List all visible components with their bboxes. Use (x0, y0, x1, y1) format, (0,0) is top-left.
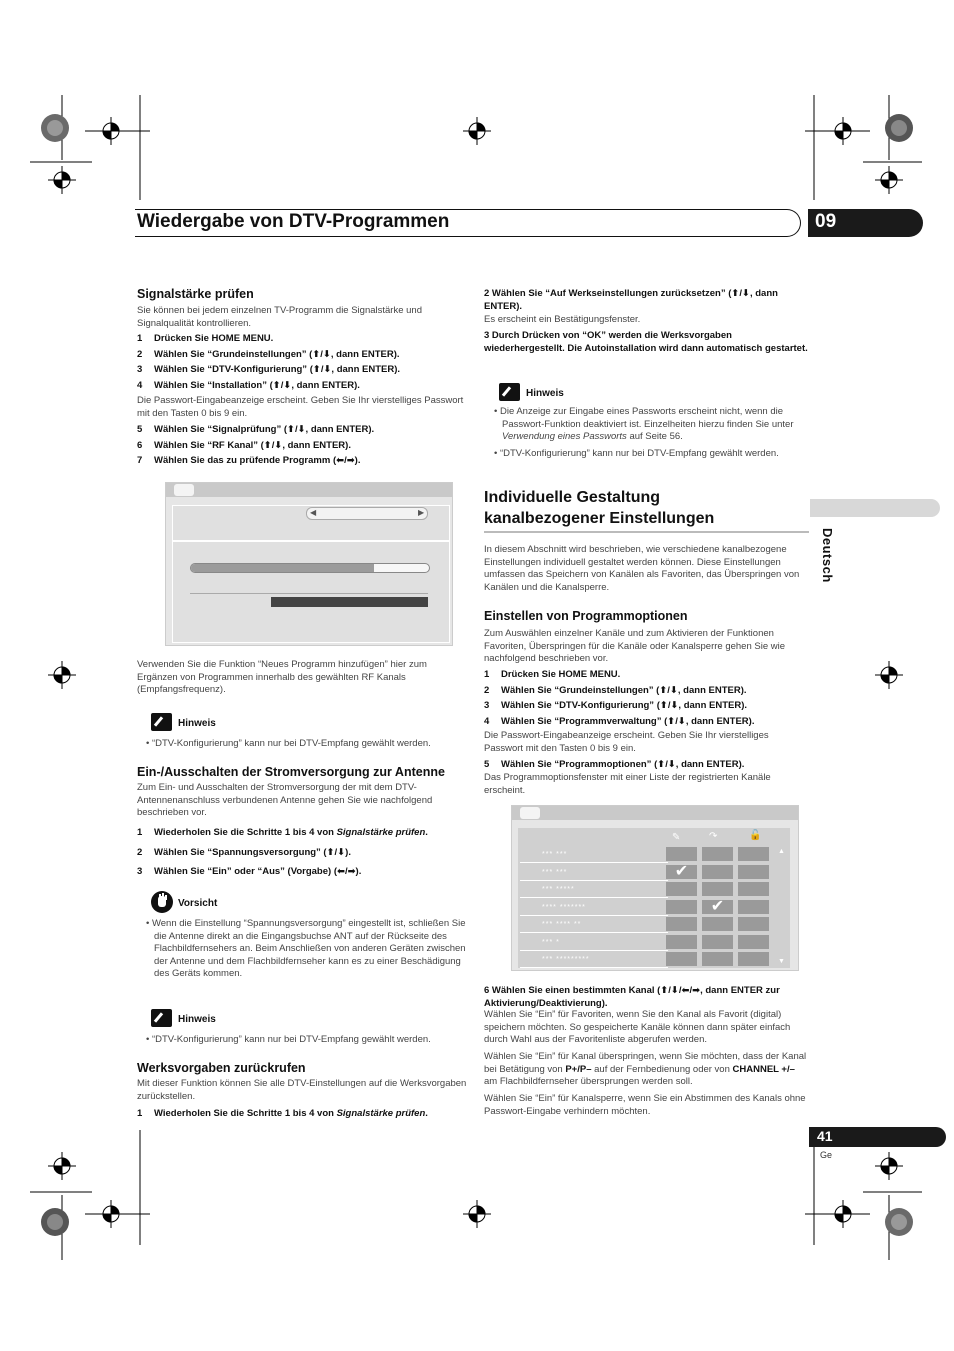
antenna-step-3 (137, 866, 467, 879)
step-number: 1 (137, 827, 143, 838)
progopt-step-5 (484, 759, 809, 772)
step-number: 4 (484, 715, 490, 727)
signal-password-text: Die Passwort-Eingabeanzeige erscheint. Geben Sie Ihr vierstelliges Passwort mit den Tasten 0 bis 9 ein. (137, 395, 464, 419)
step-text: Wählen Sie “Signalprüfung” (⬆/⬇, dann ENTER). (154, 424, 375, 435)
custom-intro: In diesem Abschnitt wird beschrieben, wie verschiedene kanalbezogene Einstellungen individuell gestaltet werden können. Diese Einstellungen umfassen das Speichern von Kanälen als Favoriten, das Überspringen von Kanälen und die Kanalsperre. (484, 544, 800, 593)
step-text: Wählen Sie “Programmoptionen” (⬆/⬇, dann ENTER). (501, 759, 745, 770)
step-end: . (425, 1108, 428, 1119)
skip-text-c: auf der Fernbedienung oder von (591, 1063, 733, 1075)
screen-header (512, 806, 798, 820)
section-title-antenna: Ein-/Ausschalten der Stromversorgung zur Antenne (137, 765, 445, 779)
signal-after-text: Verwenden Sie die Funktion “Neues Programm hinzufügen” hier zum Ergänzen von Programmen innerhalb des gewählten RF Kanals (Empfangsfrequenz). (137, 659, 427, 696)
section-title-factory: Werksvorgaben zurückrufen (137, 1061, 306, 1075)
step-text: Wählen Sie “Ein” oder “Aus” (Vorgabe) (⬅/➡). (154, 866, 362, 877)
progopt-password-text: Die Passwort-Eingabeanzeige erscheint. Geben Sie Ihr vierstelliges Passwort mit den Tasten 0 bis 9 ein. (484, 730, 769, 754)
language-label: Deutsch (820, 528, 835, 583)
option-cell[interactable] (702, 952, 733, 966)
channel-name[interactable]: *** *** (542, 868, 568, 876)
channel-name[interactable]: *** **** ** (542, 921, 582, 928)
signal-level-fill (191, 564, 374, 572)
step-text: Wählen Sie “Programmverwaltung” (⬆/⬇, dann ENTER). (501, 715, 755, 727)
section-title-custom (484, 487, 714, 529)
step-text: Wählen Sie “Installation” (⬆/⬇, dann ENTER). (154, 379, 360, 391)
factory-note-2: • “DTV-Konfigurierung” kann nur bei DTV-Empfang gewählt werden. (494, 448, 779, 459)
section-title-signal: Signalstärke prüfen (137, 287, 254, 301)
channel-name[interactable]: *** *** (542, 851, 568, 858)
menu-icon (520, 807, 540, 819)
option-cell[interactable] (738, 865, 769, 879)
antenna-step-2 (137, 847, 467, 860)
option-cell[interactable] (738, 900, 769, 914)
option-cell[interactable] (738, 935, 769, 949)
menu-icon (174, 484, 194, 496)
note-label: Hinweis (526, 388, 564, 399)
caution-text: Wenn die Einstellung “Spannungsversorgung” eingestellt ist, schließen Sie die Antenne direkt an die Eingangsbuchse ANT auf der Rückseite des Flachbildfernsehers an. Beim Anschließen von anderen Geräten zwischen der Antenne und dem Flachbildfernseher kann es zu einer Beschädigung des Geräts kommen. (151, 918, 466, 980)
factory-note-1: • Die Anzeige zur Eingabe eines Passworts erscheint nicht, wenn die Passwort-Funktion deaktiviert ist. Einzelheiten hierzu finden Sie unter Verwendung eines Passworts auf Seite 56. (494, 406, 794, 443)
step-text: Wählen Sie “Grundeinstellungen” (⬆/⬇, dann ENTER). (154, 348, 400, 360)
channel-name[interactable]: *** ***** (542, 886, 575, 893)
option-cell[interactable] (666, 847, 697, 861)
checkmark-icon: ✔ (710, 897, 725, 915)
step-number: 1 (137, 1108, 143, 1119)
row-divider (520, 967, 668, 968)
step-text: Wählen Sie “DTV-Konfigurierung” (⬆/⬇, dann ENTER). (501, 700, 748, 712)
note-text: Die Anzeige zur Eingabe eines Passworts erscheint nicht, wenn die Passwort-Funktion deaktiviert ist. Einzelheiten hierzu finden Sie unter (499, 406, 794, 430)
row-divider (520, 880, 668, 881)
section-title-progopt: Einstellen von Programmoptionen (484, 609, 688, 623)
progopt-lock-text: Wählen Sie “Ein” für Kanalsperre, wenn Sie ein Abstimmen des Kanals ohne Passwort-Eingabe verhindern möchten. (484, 1093, 806, 1117)
row-divider (520, 862, 668, 863)
step-text: Wählen Sie “DTV-Konfigurierung” (⬆/⬇, dann ENTER). (154, 364, 401, 376)
note-reference: Verwendung eines Passworts (502, 431, 627, 443)
caution-label: Vorsicht (178, 898, 218, 909)
signal-note: • “DTV-Konfigurierung” kann nur bei DTV-Empfang gewählt werden. (146, 738, 431, 749)
progopt-step-6: 6 Wählen Sie einen bestimmten Kanal (⬆/⬇/⬅/➡, dann ENTER zur Aktivierung/Deaktivierung). (484, 985, 780, 1009)
step-text: Wählen Sie “Grundeinstellungen” (⬆/⬇, dann ENTER). (501, 684, 747, 696)
step-text: Wiederholen Sie die Schritte 1 bis 4 von (154, 827, 337, 838)
caution-hand-icon (150, 890, 174, 914)
progopt-step-5-text: Das Programmoptionsfenster mit einer Liste der registrierten Kanäle erscheint. (484, 772, 771, 796)
option-cell[interactable] (738, 847, 769, 861)
channel-name[interactable]: *** ********* (542, 956, 590, 963)
note-text: “DTV-Konfigurierung” kann nur bei DTV-Empfang gewählt werden. (151, 738, 431, 749)
factory-intro: Mit dieser Funktion können Sie alle DTV-Einstellungen auf die Werksvorgaben zurückstellen. (137, 1078, 467, 1102)
option-cell[interactable] (666, 952, 697, 966)
option-cell[interactable] (738, 952, 769, 966)
favorite-column-icon: ✎ (672, 832, 681, 843)
antenna-intro: Zum Ein- und Ausschalten der Stromversorgung der mit dem DTV-Antennenanschluss verbundenen Antenne gehen Sie wie nachfolgend beschrieben vor. (137, 782, 433, 819)
step-number: 1 (484, 669, 490, 680)
step-text: Drücken Sie HOME MENU. (501, 669, 621, 680)
note-icon (151, 1009, 172, 1027)
step-number: 3 (137, 866, 143, 877)
option-cell[interactable] (702, 917, 733, 931)
step-reference: Signalstärke prüfen (336, 827, 426, 838)
option-cell[interactable] (738, 882, 769, 896)
step-number: 2 (137, 348, 143, 360)
step-number: 6 (137, 439, 143, 451)
lock-column-icon: 🔓 (749, 830, 762, 841)
factory-step-1 (137, 1108, 467, 1121)
right-arrow-icon: ▶ (418, 508, 425, 517)
progopt-intro: Zum Auswählen einzelner Kanäle und zum Aktivieren der Funktionen Favoriten, Überspringen für die Kanäle oder Kanalsperre gehen Sie wie nachfolgend beschrieben vor. (484, 628, 786, 665)
step-reference: Signalstärke prüfen (336, 1108, 426, 1119)
signal-check-screen (165, 482, 453, 646)
note-text-end: auf Seite 56. (626, 431, 683, 443)
step-number: 5 (484, 759, 490, 770)
row-divider (520, 915, 668, 916)
note-label: Hinweis (178, 1014, 216, 1025)
left-arrow-icon: ◀ (310, 508, 317, 517)
step-number: 7 (137, 455, 143, 467)
option-cell[interactable] (738, 917, 769, 931)
program-options-screen (511, 805, 799, 971)
row-divider (520, 932, 668, 933)
step-text: Wählen Sie “RF Kanal” (⬆/⬇, dann ENTER). (154, 439, 351, 451)
step-number: 2 (137, 847, 143, 858)
option-cell[interactable] (666, 917, 697, 931)
step-number: 3 (137, 364, 143, 376)
option-cell[interactable] (702, 935, 733, 949)
note-text: “DTV-Konfigurierung” kann nur bei DTV-Empfang gewählt werden. (499, 448, 779, 459)
page-lang-code: Ge (820, 1150, 833, 1160)
screen-header (166, 483, 452, 497)
option-cell[interactable] (666, 935, 697, 949)
step-text: Drücken Sie HOME MENU. (154, 333, 274, 344)
skip-text-a: Wählen Sie “Ein” für Kanal überspringen, wenn Sie möchten, dass der Kanal bei Betätigung von (484, 1051, 807, 1075)
signal-steps-a (137, 333, 467, 392)
skip-text-d: am Flachbildfernseher übersprungen werden soll. (484, 1076, 693, 1088)
note-label: Hinweis (178, 718, 216, 729)
channel-name[interactable]: **** ******* (542, 903, 586, 911)
option-cell[interactable] (702, 865, 733, 879)
factory-step-3: 3 Durch Drücken von “OK” werden die Werksvorgaben wiederhergestellt. Die Autoinstallation wird dann automatisch gestartet. (484, 330, 808, 354)
page-number: 41 (817, 1128, 833, 1144)
signal-intro: Sie können bei jedem einzelnen TV-Programm die Signalstärke und Signalqualität kontrollieren. (137, 305, 422, 329)
section-rule (484, 531, 809, 533)
note-text: “DTV-Konfigurierung” kann nur bei DTV-Empfang gewählt werden. (151, 1034, 431, 1045)
row-divider (520, 897, 668, 898)
option-cell[interactable] (702, 847, 733, 861)
progopt-favorites-text: Wählen Sie “Ein” für Favoriten, wenn Sie den Kanal als Favorit (digital) speichern möchten. So gespeicherte Kanäle können dann später einfach durch Wahl aus der Favoritenliste abgerufen werden. (484, 1009, 791, 1046)
step-number: 2 (484, 684, 490, 696)
page-title: Wiedergabe von DTV-Programmen (137, 211, 450, 232)
chapter-number: 09 (815, 211, 837, 232)
antenna-step-1 (137, 827, 467, 840)
step-text: Wählen Sie “Spannungsversorgung” (⬆/⬇). (154, 847, 351, 858)
row-divider (520, 950, 668, 951)
channel-name[interactable]: *** * (542, 938, 560, 946)
step-number: 3 (484, 700, 490, 712)
skip-column-icon: ↷ (709, 831, 718, 842)
factory-step-2: 2 Wählen Sie “Auf Werkseinstellungen zurücksetzen” (⬆/⬇, dann ENTER). (484, 288, 778, 312)
note-icon (151, 713, 172, 731)
antenna-caution: • Wenn die Einstellung “Spannungsversorgung” eingestellt ist, schließen Sie die Antenne direkt an die Eingangsbuchse ANT auf der Rückseite des Flachbildfernsehers an. Beim Anschließen von anderen Geräten zwischen der Antenne und dem Flachbildfernseher kann es zu einer Beschädigung des Geräts kommen. (146, 918, 466, 980)
selected-program-bar (271, 597, 428, 607)
rf-channel-selector[interactable] (306, 507, 428, 520)
title-line-2: kanalbezogener Einstellungen (484, 510, 715, 527)
antenna-note: • “DTV-Konfigurierung” kann nur bei DTV-Empfang gewählt werden. (146, 1034, 431, 1045)
checkmark-icon: ✔ (674, 862, 689, 880)
step-end: . (425, 827, 428, 838)
skip-key-1: P+/P– (565, 1063, 592, 1075)
step-number: 5 (137, 424, 143, 435)
option-cell[interactable] (702, 882, 733, 896)
scroll-down-icon[interactable]: ▼ (778, 958, 785, 965)
step-text: Wählen Sie das zu prüfende Programm (⬅/➡). (154, 455, 361, 467)
scroll-up-icon[interactable]: ▲ (778, 848, 785, 855)
title-line-1: Individuelle Gestaltung (484, 489, 661, 506)
language-tab (810, 499, 940, 517)
factory-confirm-text: Es erscheint ein Bestätigungsfenster. (484, 314, 641, 325)
step-number: 1 (137, 333, 143, 344)
skip-key-2: CHANNEL +/– (732, 1063, 795, 1075)
note-icon (499, 383, 520, 401)
option-cell[interactable] (666, 900, 697, 914)
option-cell[interactable] (666, 882, 697, 896)
signal-level-bar (190, 563, 430, 573)
signal-steps-b (137, 424, 467, 468)
progopt-steps (484, 669, 809, 728)
step-number: 4 (137, 379, 143, 391)
step-text: Wiederholen Sie die Schritte 1 bis 4 von (154, 1108, 337, 1119)
progopt-skip-text (484, 1051, 809, 1089)
